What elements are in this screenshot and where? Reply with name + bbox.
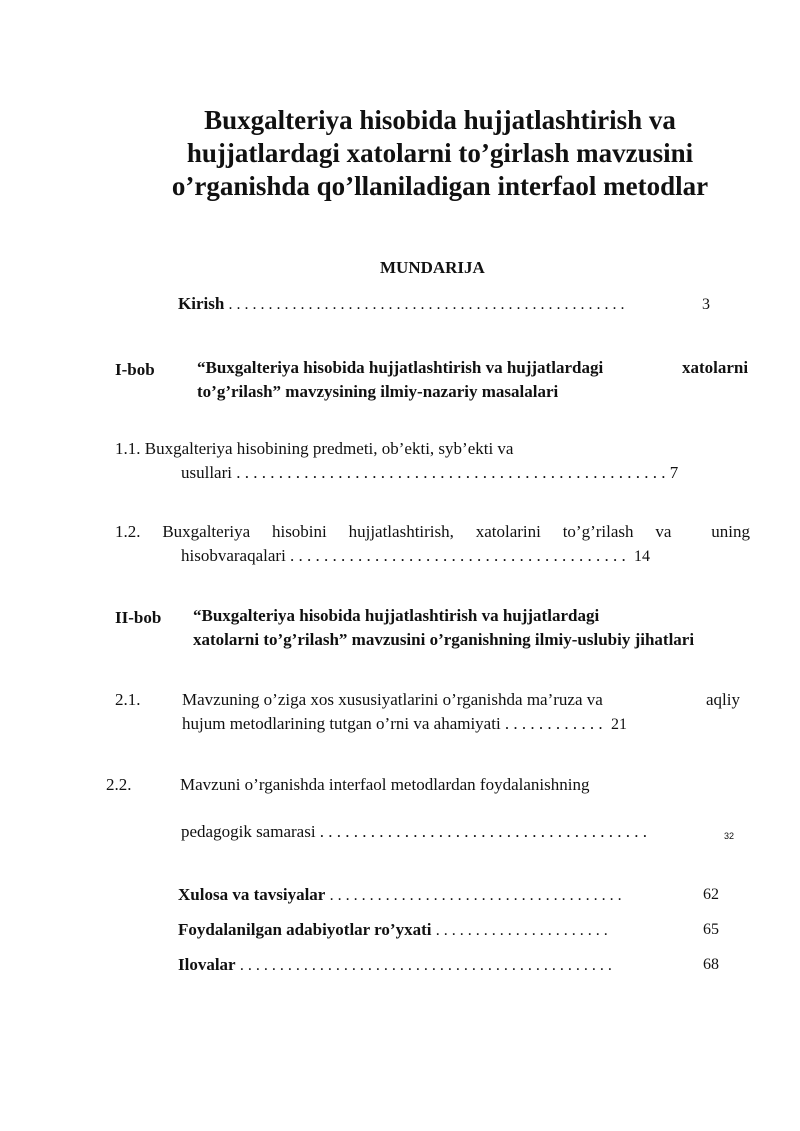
section-1-2-word: xatolarini	[475, 522, 541, 541]
section-1-2-word: Buxgalteriya	[162, 522, 251, 541]
toc-entry-intro	[178, 294, 625, 314]
section-1-2-line-1	[115, 522, 750, 542]
section-2-1-line-1-end: aqliy	[706, 690, 740, 709]
section-2-1-number: 2.1.	[115, 690, 141, 709]
section-1-2-word: hisobini	[271, 522, 327, 541]
section-2-2-line-1: Mavzuni o’rganishda interfaol metodlardan foydalanishning	[180, 775, 590, 794]
toc-heading: MUNDARIJA	[380, 258, 485, 277]
section-1-2-number: 1.2.	[115, 522, 141, 541]
toc-entry-intro-label: Kirish	[178, 294, 225, 313]
chapter-1-title-line-1: “Buxgalteriya hisobida hujjatlashtirish va hujjatlardagi	[197, 358, 604, 377]
section-1-2-word: va	[655, 522, 672, 541]
toc-entry-references-dots: . . . . . . . . . . . . . . . . . . . . . .	[435, 922, 608, 939]
section-1-2-word: to’g’rilash	[562, 522, 634, 541]
section-1-2-word: hujjatlashtirish,	[348, 522, 454, 541]
toc-entry-appendix-page: 68	[703, 956, 719, 973]
section-1-2-page: 14	[634, 548, 651, 565]
toc-entry-conclusion-label: Xulosa va tavsiyalar	[178, 885, 326, 904]
toc-entry-intro-dots: . . . . . . . . . . . . . . . . . . . . . . . . . . . . . . . . . . . . . . . . . . . . . . . . . .	[228, 296, 625, 313]
section-2-1-page: 21	[610, 716, 627, 733]
section-2-2-page: 32	[724, 831, 735, 841]
section-1-2-title-rest: hisobvaraqalari . . . . . . . . . . . . . . . . . . . . . . . . . . . . . . . . . . . . . . . .	[181, 546, 626, 565]
toc-entry-conclusion-page: 62	[703, 886, 719, 903]
chapter-2-title-line-2: xatolarni to’g’rilash” mavzusini o’rganishning ilmiy-uslubiy jihatlari	[193, 630, 695, 649]
section-2-1-line-1: Mavzuning o’ziga xos xususiyatlarini o’rganishda ma’ruza va	[182, 690, 603, 709]
document-title-line-2: hujjatlardagi xatolarni to’girlash mavzusini	[186, 138, 694, 168]
chapter-1-title-line-1-end: xatolarni	[682, 358, 749, 377]
section-2-2-line-2: pedagogik samarasi . . . . . . . . . . . . . . . . . . . . . . . . . . . . . . . . . . . . . . .	[181, 822, 648, 841]
section-2-2-number: 2.2.	[106, 775, 132, 794]
toc-entry-appendix	[178, 955, 612, 975]
chapter-2-label: II-bob	[115, 608, 162, 627]
chapter-1-title-line-2: to’g’rilash” mavzysining ilmiy-nazariy masalalari	[197, 382, 559, 401]
section-2-1-title-rest: hujum metodlarining tutgan o’rni va ahamiyati . . . . . . . . . . . .	[182, 714, 603, 733]
toc-entry-appendix-label: Ilovalar	[178, 955, 236, 974]
toc-entry-intro-page: 3	[702, 296, 710, 313]
section-1-1-line-2: usullari . . . . . . . . . . . . . . . . . . . . . . . . . . . . . . . . . . . . . . . . . . . . . . . . . . . 7	[181, 463, 679, 482]
section-2-1-line-2	[182, 714, 627, 734]
toc-entry-conclusion-dots: . . . . . . . . . . . . . . . . . . . . . . . . . . . . . . . . . . . . .	[329, 887, 622, 904]
chapter-1-label: I-bob	[115, 360, 155, 379]
toc-entry-conclusion	[178, 885, 622, 905]
toc-entry-appendix-dots: . . . . . . . . . . . . . . . . . . . . . . . . . . . . . . . . . . . . . . . . . . . . . . .	[239, 957, 612, 974]
section-1-2-line-1-end: uning	[711, 522, 750, 541]
toc-entry-references-label: Foydalanilgan adabiyotlar ro’yxati	[178, 920, 432, 939]
toc-entry-references	[178, 920, 608, 940]
document-title-line-1: Buxgalteriya hisobida hujjatlashtirish va	[204, 105, 676, 135]
section-1-2-line-2	[181, 546, 650, 566]
chapter-2-title-line-1: “Buxgalteriya hisobida hujjatlashtirish va hujjatlardagi	[193, 606, 600, 625]
toc-entry-references-page: 65	[703, 921, 719, 938]
document-title-line-3: o’rganishda qo’llaniladigan interfaol metodlar	[171, 171, 709, 201]
section-1-1-line-1: 1.1. Buxgalteriya hisobining predmeti, ob’ekti, syb’ekti va	[115, 439, 514, 458]
